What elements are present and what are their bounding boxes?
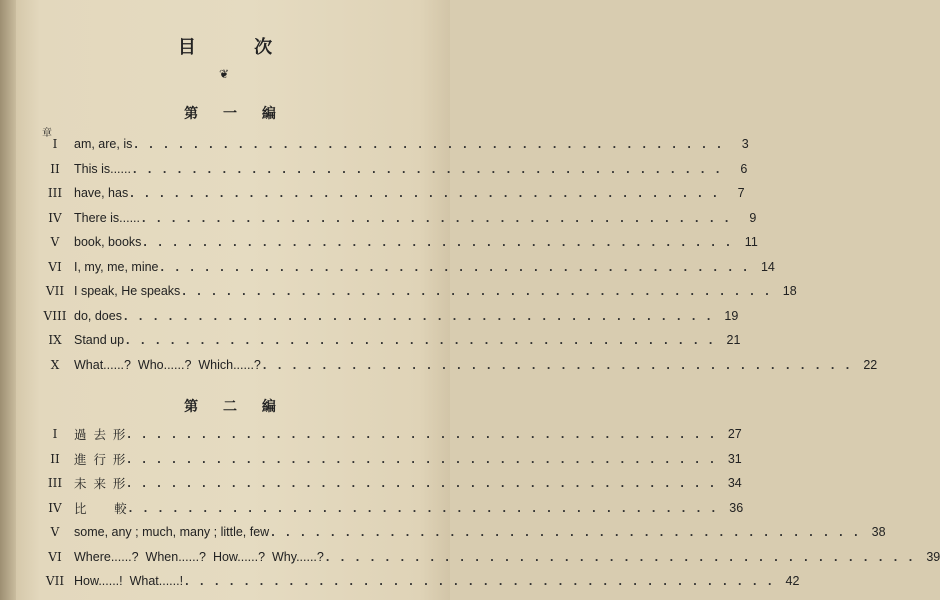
page-number: 14: [760, 259, 775, 274]
dot-leader: . . . . . . . . . . . . . . . . . . . . . . . . . . . . . . . . . . . . . . . .: [127, 451, 718, 466]
toc-entry: [36, 496, 744, 521]
toc-entry: [36, 545, 940, 570]
toc-entry: [36, 569, 800, 594]
dot-leader: . . . . . . . . . . . . . . . . . . . . . . . . . . . . . . . . . . . . . . . .: [123, 308, 715, 323]
page-number: 11: [744, 235, 758, 250]
dot-leader: . . . . . . . . . . . . . . . . . . . . . . . . . . . . . . . . . . . . . . . .: [182, 284, 773, 298]
entry-title: 過 去 形: [74, 428, 126, 443]
entry-title: This is......: [74, 161, 131, 176]
entry-title: There is......: [74, 210, 140, 225]
dot-leader: . . . . . . . . . . . . . . . . . . . . . . . . . . . . . . . . . . . . . . . .: [134, 137, 725, 151]
chapter-number: IV: [48, 210, 62, 225]
toc-entry: [36, 422, 742, 447]
page-number: 3: [741, 137, 749, 152]
page-number: 21: [726, 333, 741, 348]
page-number: 18: [782, 284, 797, 299]
toc-entry: [36, 447, 742, 472]
dot-leader: . . . . . . . . . . . . . . . . . . . . . . . . . . . . . . . . . . . . . . . .: [142, 210, 733, 225]
page-number: 19: [724, 308, 739, 323]
dot-leader: . . . . . . . . . . . . . . . . . . . . . . . . . . . . . . . . . . . . . . . .: [126, 333, 717, 347]
entry-title: 未 来 形: [74, 477, 126, 492]
page-number: 42: [785, 574, 800, 589]
dot-leader: . . . . . . . . . . . . . . . . . . . . . . . . . . . . . . . . . . . . . . . .: [132, 161, 724, 176]
chapter-number: VII: [45, 574, 65, 589]
chapter-number: I: [52, 427, 58, 442]
toc-entry: [36, 230, 758, 255]
dot-leader: . . . . . . . . . . . . . . . . . . . . . . . . . . . . . . . . . . . . . . . .: [127, 476, 718, 490]
page-number: 6: [740, 161, 748, 176]
page-number: 27: [727, 427, 742, 442]
toc-entry: [36, 206, 757, 231]
ornament-icon: ❦: [218, 67, 230, 81]
entry-title: I speak, He speaks: [74, 284, 181, 299]
chapter-number: I: [52, 137, 58, 152]
toc-entry: [36, 279, 797, 304]
page-number: 39: [926, 549, 940, 564]
toc-entry: [36, 157, 748, 182]
toc-part-one: [36, 132, 878, 377]
page-title: 目 次: [177, 37, 299, 58]
chapter-number: V: [50, 525, 60, 540]
chapter-label: 章: [42, 128, 52, 139]
entry-title: Stand up: [74, 333, 125, 348]
entry-title: have, has: [74, 186, 129, 201]
entry-title: some, any ; much, many ; little, few: [74, 525, 270, 540]
entry-title: How......! What......!: [74, 574, 184, 589]
toc-entry: [36, 520, 886, 545]
entry-title: Where......? When......? How......? Why......?: [74, 549, 324, 564]
chapter-number: VI: [48, 549, 62, 564]
page-number: 7: [737, 186, 745, 201]
dot-leader: . . . . . . . . . . . . . . . . . . . . . . . . . . . . . . . . . . . . . . . .: [143, 235, 734, 249]
toc-entry: [36, 181, 745, 206]
chapter-number: III: [47, 186, 63, 201]
dot-leader: . . . . . . . . . . . . . . . . . . . . . . . . . . . . . . . . . . . . . . . .: [325, 549, 917, 564]
page-number: 38: [871, 525, 886, 540]
page-number: 31: [727, 451, 742, 466]
toc-entry: [36, 471, 742, 496]
entry-title: 比 較: [74, 501, 127, 516]
entry-title: I, my, me, mine: [74, 259, 159, 274]
chapter-number: IV: [48, 500, 62, 515]
chapter-number: VI: [48, 259, 62, 274]
part-two-title: 第 二 編: [184, 399, 286, 415]
toc-entry: [36, 132, 749, 157]
entry-title: What......? Who......? Which......?: [74, 357, 261, 372]
dot-leader: . . . . . . . . . . . . . . . . . . . . . . . . . . . . . . . . . . . . . . . .: [160, 259, 751, 274]
chapter-number: III: [47, 476, 63, 491]
chapter-number: IX: [48, 333, 62, 348]
dot-leader: . . . . . . . . . . . . . . . . . . . . . . . . . . . . . . . . . . . . . . . .: [127, 427, 718, 441]
dot-leader: . . . . . . . . . . . . . . . . . . . . . . . . . . . . . . . . . . . . . . . .: [130, 186, 721, 200]
dot-leader: . . . . . . . . . . . . . . . . . . . . . . . . . . . . . . . . . . . . . . . .: [271, 525, 862, 539]
page-number: 36: [729, 500, 744, 515]
dot-leader: . . . . . . . . . . . . . . . . . . . . . . . . . . . . . . . . . . . . . . . .: [262, 357, 854, 372]
chapter-number: VIII: [43, 308, 67, 323]
entry-title: do, does: [74, 308, 122, 323]
toc-entry: [36, 304, 739, 329]
part-one-title: 第 一 編: [184, 106, 286, 122]
entry-title: am, are, is: [74, 137, 133, 152]
dot-leader: . . . . . . . . . . . . . . . . . . . . . . . . . . . . . . . . . . . . . . . .: [185, 574, 776, 588]
chapter-number: II: [50, 161, 60, 176]
entry-title: 進 行 形: [74, 452, 126, 467]
page-number: 22: [863, 357, 878, 372]
page-number: 9: [749, 210, 757, 225]
toc-entry: [36, 353, 878, 378]
page-gutter: [0, 0, 16, 600]
entry-title: book, books: [74, 235, 142, 250]
chapter-number: V: [50, 235, 60, 250]
dot-leader: . . . . . . . . . . . . . . . . . . . . . . . . . . . . . . . . . . . . . . . .: [128, 500, 720, 515]
toc-part-two: [36, 422, 940, 594]
chapter-number: II: [50, 451, 60, 466]
chapter-number: VII: [45, 284, 65, 299]
toc-entry: [36, 328, 741, 353]
chapter-number: X: [50, 357, 60, 372]
page-number: 34: [727, 476, 742, 491]
toc-entry: [36, 255, 775, 280]
